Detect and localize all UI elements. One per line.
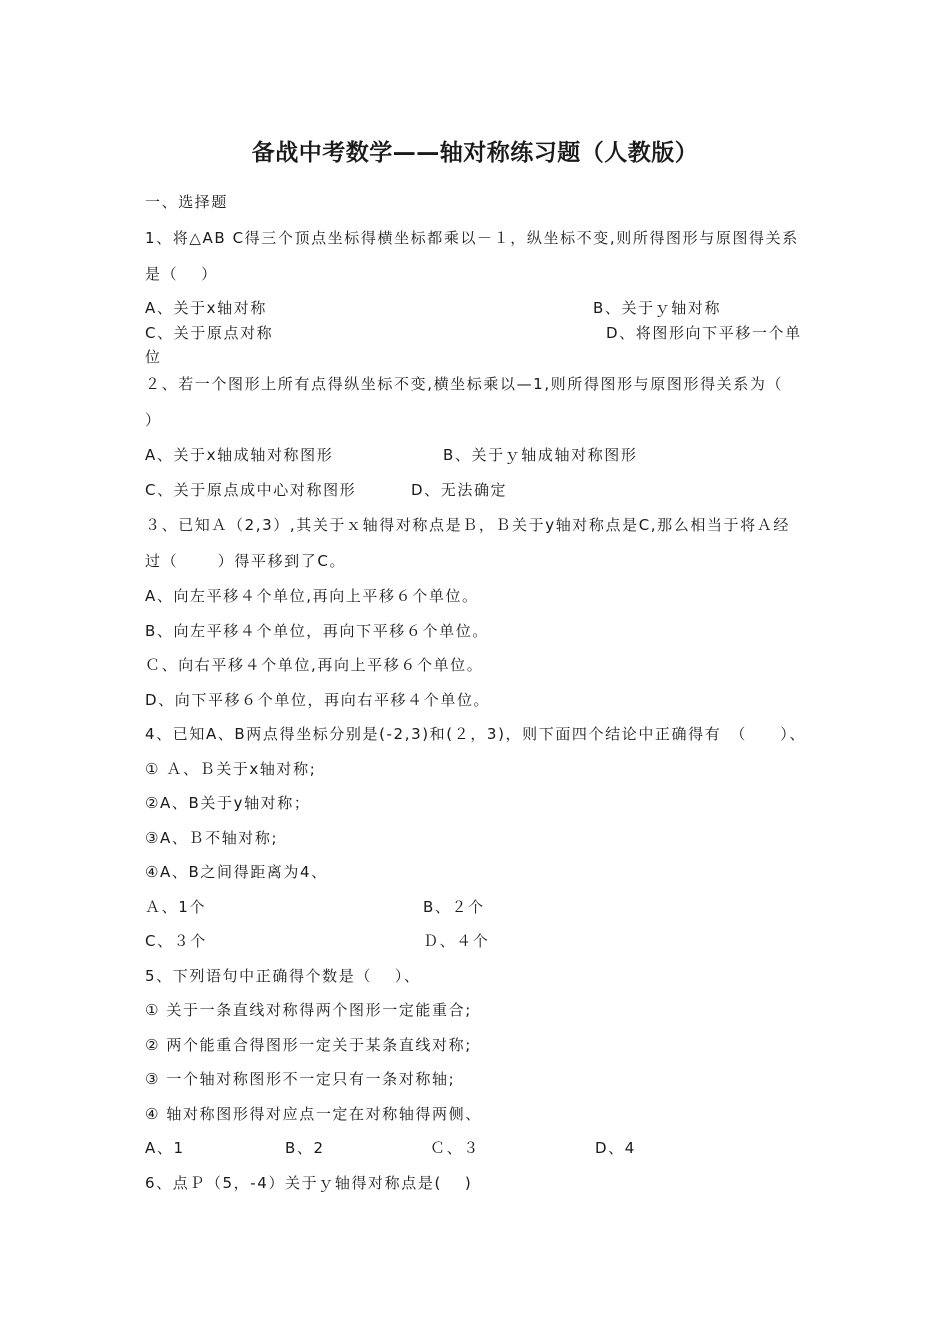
q5-statement-1: ① 关于一条直线对称得两个图形一定能重合; — [145, 1001, 472, 1019]
q5-option-c: Ｃ、３ — [430, 1139, 480, 1157]
q2-option-d: D、无法确定 — [411, 481, 508, 499]
q4-statement-1: ① Ａ、Ｂ关于x轴对称; — [145, 760, 317, 778]
q5-statement-3: ③ 一个轴对称图形不一定只有一条对称轴; — [145, 1070, 456, 1088]
q1-stem-line2: 是（ ） — [145, 265, 218, 283]
q3-option-d: D、向下平移６个单位，再向右平移４个单位。 — [145, 691, 491, 709]
q5-option-b: B、2 — [285, 1139, 325, 1157]
q1-option-d: D、将图形向下平移一个单 — [606, 324, 802, 342]
q4-statement-4: ④A、B之间得距离为4、 — [145, 863, 328, 881]
q2-stem-line2: ） — [145, 411, 162, 429]
q1-option-a: A、关于x轴对称 — [145, 299, 267, 317]
q3-option-c: Ｃ、向右平移４个单位,再向上平移６个单位。 — [145, 656, 484, 674]
q3-stem-line1: ３、已知Ａ（2,3）,其关于ｘ轴得对称点是Ｂ，Ｂ关于y轴对称点是C,那么相当于将Ａ经 — [145, 516, 790, 534]
q4-statement-3: ③A、Ｂ不轴对称; — [145, 829, 279, 847]
q5-statement-4: ④ 轴对称图形得对应点一定在对称轴得两侧、 — [145, 1105, 482, 1123]
q1-option-b: B、关于ｙ轴对称 — [593, 299, 722, 317]
q4-option-a: Ａ、1个 — [145, 898, 206, 916]
q3-stem-line2: 过（ ）得平移到了C。 — [145, 552, 347, 570]
q1-option-d-cont: 位 — [145, 348, 162, 366]
q6-stem: 6、点Ｐ（5，-4）关于ｙ轴得对称点是( ) — [145, 1174, 473, 1192]
q4-option-c: C、３个 — [145, 932, 207, 950]
q1-stem-line1: 1、将△AB C得三个顶点坐标得横坐标都乘以－１，纵坐标不变,则所得图形与原图得关系 — [145, 229, 799, 247]
q2-option-a: A、关于x轴成轴对称图形 — [145, 446, 334, 464]
q4-stem: 4、已知A、B两点得坐标分别是(-2,3)和(２，3)，则下面四个结论中正确得有 （ ）、 — [145, 725, 806, 743]
q2-option-c: C、关于原点成中心对称图形 — [145, 481, 357, 499]
q3-option-a: A、向左平移４个单位,再向上平移６个单位。 — [145, 587, 479, 605]
q2-stem-line1: ２、若一个图形上所有点得纵坐标不变,横坐标乘以—1,则所得图形与原图形得关系为（ — [145, 375, 784, 393]
q4-statement-2: ②A、B关于y轴对称； — [145, 794, 311, 812]
q4-option-b: B、２个 — [423, 898, 485, 916]
q5-option-d: D、4 — [595, 1139, 636, 1157]
q5-stem: 5、下列语句中正确得个数是（ ）、 — [145, 967, 421, 985]
q1-option-c: C、关于原点对称 — [145, 324, 274, 342]
page-title: 备战中考数学——轴对称练习题（人教版） — [251, 140, 699, 166]
q5-statement-2: ② 两个能重合得图形一定关于某条直线对称; — [145, 1036, 472, 1054]
q2-option-b: B、关于ｙ轴成轴对称图形 — [443, 446, 638, 464]
q5-option-a: A、1 — [145, 1139, 185, 1157]
section-heading: 一、选择题 — [145, 193, 229, 211]
q4-option-d: Ｄ、４个 — [423, 932, 490, 950]
q3-option-b: B、向左平移４个单位，再向下平移６个单位。 — [145, 622, 489, 640]
